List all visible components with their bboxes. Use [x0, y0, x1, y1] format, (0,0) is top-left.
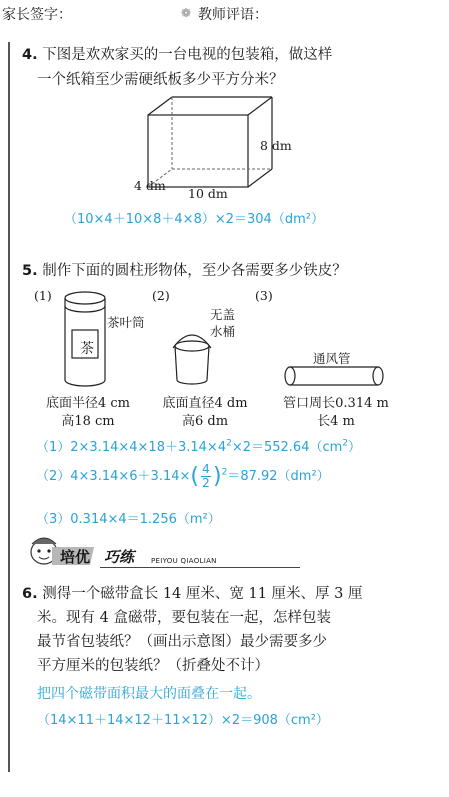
q4-line1: 4. 下图是欢欢家买的一台电视的包装箱，做这样 [22, 47, 333, 63]
q5-item1-label: (1) [34, 288, 52, 303]
q6-line1: 6. 测得一个磁带盒长 14 厘米、宽 11 厘米、厚 3 厘 [22, 586, 363, 602]
dim-height-label: 8 dm [260, 138, 292, 153]
margin-line [8, 42, 10, 772]
fraction: $\frac{4}{2}$ [202, 462, 210, 490]
bucket-name-2: 水桶 [210, 324, 236, 339]
pipe-drawing [283, 364, 388, 388]
q5-item1-caption1: 底面半径4 cm [45, 396, 130, 411]
dim-length-label: 10 dm [188, 186, 228, 201]
q4-answer: （10×4＋10×8＋4×8）×2＝304（dm²） [64, 212, 324, 227]
q5-item2-label: (2) [152, 288, 170, 303]
q6-answer-calc: （14×11＋14×12＋11×12）×2＝908（cm²） [37, 713, 329, 728]
banner-underline [100, 567, 300, 568]
q5-item3-caption1: 管口周长0.314 m [283, 396, 389, 411]
teacher-comment-label: 教师评语： [198, 7, 268, 23]
q5-answer2: （2）4×3.14×6＋3.14×( $\frac{4}{2}$ )$^2$＝87.92（dm²） [36, 462, 330, 490]
q5-item3-caption2: 长4 m [317, 414, 355, 429]
q6-answer-text: 把四个磁带面积最大的面叠在一起。 [37, 686, 261, 702]
q5-item1-caption2: 高18 cm [61, 414, 115, 429]
q4-line2: 一个纸箱至少需硬纸板多少平方分米？ [37, 72, 284, 88]
banner-title-1: 培优 [60, 548, 91, 566]
banner-title-2: 巧练 [104, 548, 135, 566]
parent-sign-label: 家长签字： [2, 7, 72, 23]
flower-icon: ❁ [181, 6, 192, 20]
bucket-name-1: 无盖 [210, 307, 236, 322]
tea-glyph: 茶 [80, 341, 94, 357]
q6-line3: 最节省包装纸？（画出示意图）最少需要多少 [37, 634, 327, 650]
q5-answer3: （3）0.314×4＝1.256（m²） [36, 512, 221, 527]
q5-answer1: $(1)2\times 3.14\times 4\times 18+3.14\times 4^2\times 2=552.64(cm^2)$ [36, 438, 362, 455]
q6-line2: 米。现有 4 盒磁带，要包装在一起，怎样包装 [37, 610, 331, 626]
q5-item2-caption2: 高6 dm [181, 414, 229, 429]
q5-text: 5. 制作下面的圆柱形物体，至少各需要多少铁皮？ [22, 263, 347, 279]
banner-pinyin: PEIYOU QIAOLIAN [151, 557, 217, 565]
q5-item2-caption1: 底面直径4 dm [162, 396, 248, 411]
dim-width-label: 4 dm [134, 178, 166, 193]
tea-canister-name: 茶叶筒 [107, 315, 145, 330]
q5-item3-label: (3) [255, 288, 273, 303]
pipe-name: 通风管 [313, 351, 351, 366]
q6-line4: 平方厘米的包装纸？（折叠处不计） [37, 658, 269, 674]
